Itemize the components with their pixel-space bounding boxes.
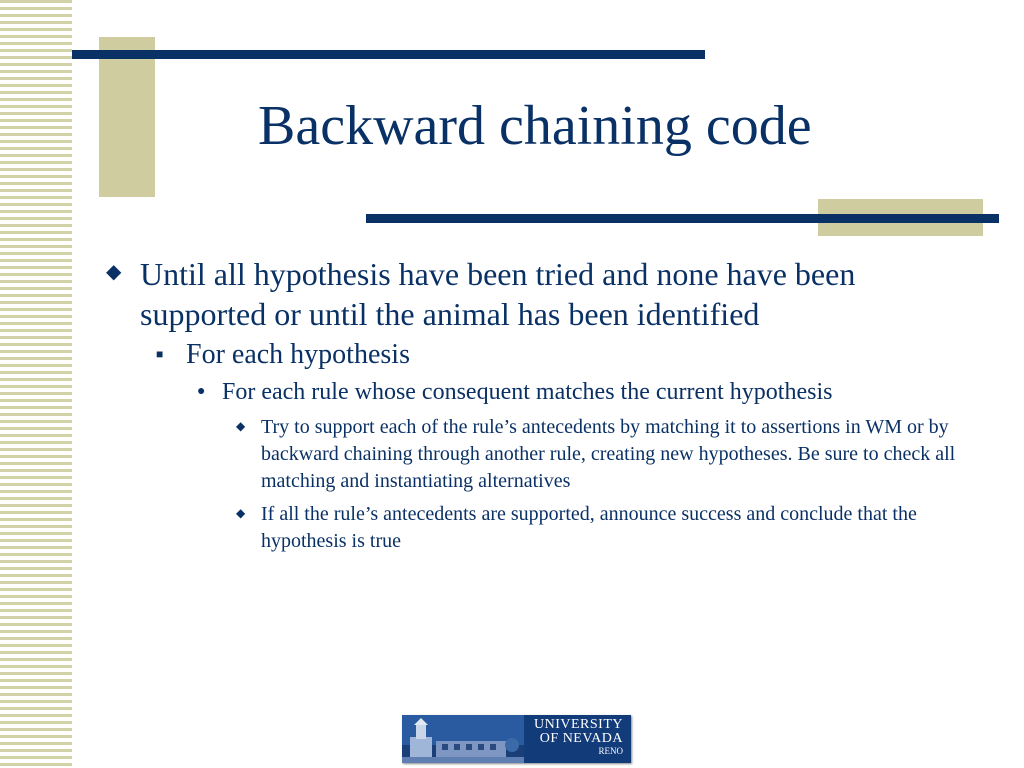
campus-building-icon (402, 715, 524, 763)
slide-body (100, 254, 980, 555)
university-logo (402, 715, 631, 763)
diamond-bullet-icon: ◆ (236, 419, 246, 433)
bullet-level3 (100, 378, 980, 406)
bullet-text: Until all hypothesis have been tried and none have been supported or until the animal has been identified (140, 256, 856, 332)
bullet-text: Try to support each of the rule’s antecedents by matching it to assertions in WM or by backward chaining through another rule, creating new hypotheses. Be sure to check all matching and instantiating alternatives (261, 416, 956, 492)
bullet-level1 (100, 254, 980, 334)
dot-bullet-icon: ● (197, 384, 206, 399)
bullet-level2 (100, 338, 980, 372)
bullet-text: For each hypothesis (186, 339, 410, 370)
diamond-bullet-icon: ◆ (106, 261, 122, 283)
bullet-text: If all the rule’s antecedents are supported, announce success and conclude that the hypothesis is true (261, 503, 917, 552)
slide-title: Backward chaining code (258, 95, 812, 157)
decor-bottom-bar (366, 214, 999, 223)
striped-margin (0, 0, 72, 768)
decor-top-bar (72, 50, 705, 59)
square-bullet-icon: ■ (156, 347, 164, 361)
bullet-level4 (100, 414, 980, 495)
diamond-bullet-icon: ◆ (236, 506, 246, 520)
logo-wordmark: UNIVERSITY OF NEVADA RENO (534, 717, 623, 756)
bullet-level4 (100, 501, 980, 555)
bullet-text: For each rule whose consequent matches the current hypothesis (222, 379, 833, 405)
decor-khaki-block-vertical (99, 37, 155, 197)
